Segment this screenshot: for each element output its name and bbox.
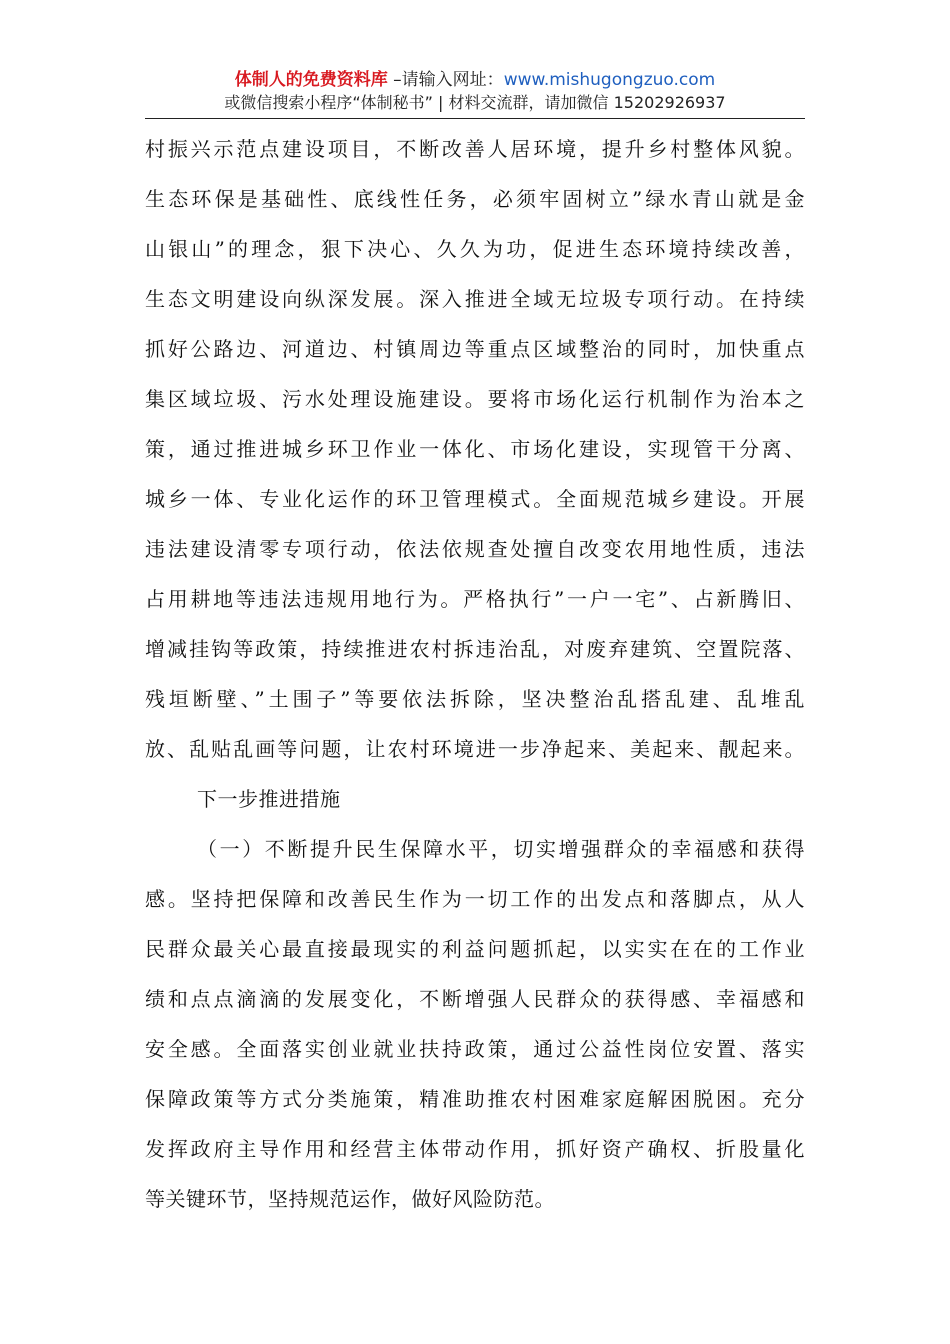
text-line: 抓好公路边、河道边、村镇周边等重点区域整治的同时，加快重点 (145, 337, 805, 361)
header-line-1 (0, 68, 950, 92)
text-line: 生态文明建设向纵深发展。深入推进全域无垃圾专项行动。在持续 (145, 287, 805, 311)
text-line: 村振兴示范点建设项目，不断改善人居环境，提升乡村整体风貌。 (145, 137, 805, 161)
text-line: 城乡一体、专业化运作的环卫管理模式。全面规范城乡建设。开展 (145, 487, 805, 511)
text-line: （一）不断提升民生保障水平，切实增强群众的幸福感和获得 (197, 837, 805, 861)
header-line-2: 或微信搜索小程序“体制秘书” | 材料交流群，请加微信 15202926937 (224, 93, 726, 112)
text-line: 残垣断壁、”土围子”等要依法拆除，坚决整治乱搭乱建、乱堆乱 (145, 687, 805, 711)
text-line: 绩和点点滴滴的发展变化，不断增强人民群众的获得感、幸福感和 (145, 987, 805, 1011)
text-line: 民群众最关心最直接最现实的利益问题抓起，以实实在在的工作业 (145, 937, 805, 961)
text-line: 集区域垃圾、污水处理设施建设。要将市场化运行机制作为治本之 (145, 387, 805, 411)
text-line: 等关键环节，坚持规范运作，做好风险防范。 (145, 1187, 555, 1211)
website-link[interactable]: www.mishugongzuo.com (503, 70, 716, 90)
page-header (0, 68, 950, 114)
text-line: 违法建设清零专项行动，依法依规查处擅自改变农用地性质，违法 (145, 537, 805, 561)
url-prompt: –请输入网址： (387, 70, 504, 90)
text-line: 增减挂钩等政策，持续推进农村拆违治乱，对废弃建筑、空置院落、 (145, 637, 805, 661)
text-line: 发挥政府主导作用和经营主体带动作用，抓好资产确权、折股量化 (145, 1137, 805, 1161)
text-line: 生态环保是基础性、底线性任务，必须牢固树立”绿水青山就是金 (145, 187, 805, 211)
brand-title: 体制人的免费资料库 (234, 70, 388, 90)
text-line: 安全感。全面落实创业就业扶持政策，通过公益性岗位安置、落实 (145, 1037, 805, 1061)
text-line: 策，通过推进城乡环卫作业一体化、市场化建设，实现管干分离、 (145, 437, 805, 461)
text-line: 保障政策等方式分类施策，精准助推农村困难家庭解困脱困。充分 (145, 1087, 805, 1111)
text-line: 山银山”的理念，狠下决心、久久为功，促进生态环境持续改善， (145, 237, 805, 261)
section-heading: 下一步推进措施 (197, 787, 341, 811)
text-line: 感。坚持把保障和改善民生作为一切工作的出发点和落脚点，从人 (145, 887, 805, 911)
document-body (145, 124, 805, 1224)
text-line: 占用耕地等违法违规用地行为。严格执行”一户一宅”、占新腾旧、 (145, 587, 805, 611)
text-line: 放、乱贴乱画等问题，让农村环境进一步净起来、美起来、靓起来。 (145, 737, 805, 761)
header-divider (145, 118, 805, 119)
